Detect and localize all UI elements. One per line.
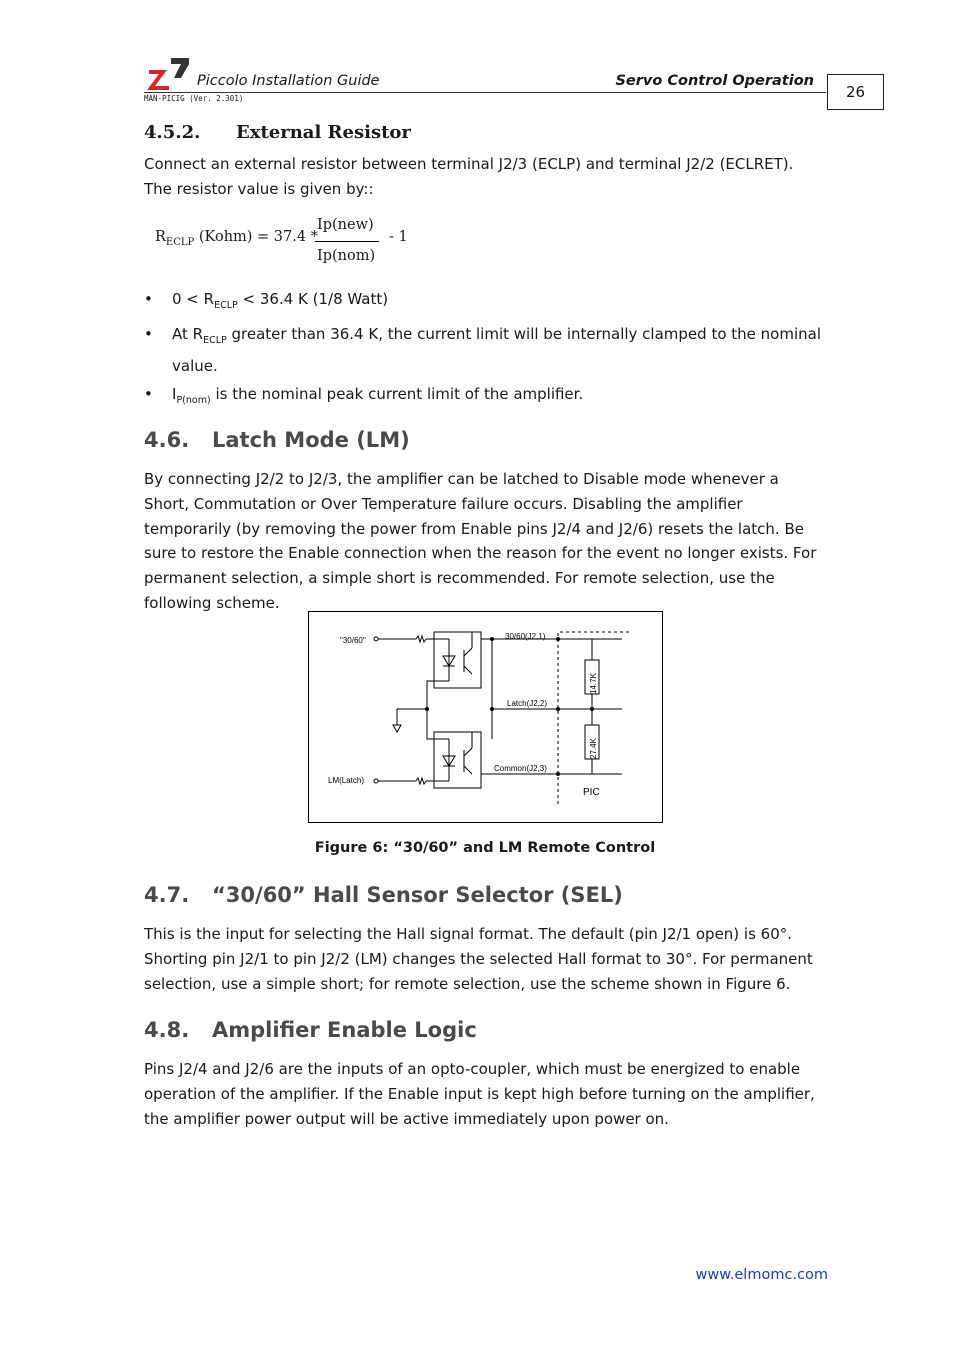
label-pin1: 30/60(J2,1) <box>505 632 546 641</box>
figure-caption: Figure 6: “30/60” and LM Remote Control <box>314 840 656 856</box>
heading-title: Amplifier Enable Logic <box>212 1018 477 1042</box>
footer-url-link[interactable]: www.elmomc.com <box>695 1267 828 1283</box>
heading-title: External Resistor <box>236 122 411 143</box>
formula-tail: - 1 <box>389 229 408 245</box>
elmo-logo-icon <box>147 58 189 90</box>
label-pin2: Latch(J2,2) <box>507 699 548 708</box>
heading-4-8 <box>144 1018 477 1042</box>
paragraph-external-resistor: Connect an external resistor between terminal J2/3 (ECLP) and terminal J2/2 (ECLRET). The resistor value is given by:: <box>144 155 794 198</box>
resistor-formula <box>155 215 425 273</box>
formula-fraction-bar <box>315 241 379 242</box>
header-doc-title: Piccolo Installation Guide <box>197 73 380 89</box>
terminal-lm <box>374 779 378 783</box>
bullet-item: • $I_{P(nom)}$ is the nominal peak current limit of the amplifier. <box>144 385 584 406</box>
heading-4-7 <box>144 883 623 907</box>
page-number: 26 <box>827 74 884 110</box>
header-divider <box>144 92 826 93</box>
figure-circuit <box>308 611 663 823</box>
circuit-diagram <box>309 612 662 822</box>
heading-4-6 <box>144 428 410 452</box>
label-input-lm: LM(Latch) <box>328 776 365 785</box>
bullet-item: • At $R_{ECLP}$ greater than 36.4 K, the current limit will be internally clamped to the nominal value. <box>144 325 821 375</box>
heading-number: 4.7. <box>144 883 190 907</box>
formula-lhs: $R_{ECLP}$ (Kohm) = 37.4 * <box>155 229 318 248</box>
paragraph-enable-logic: Pins J2/4 and J2/6 are the inputs of an opto-coupler, which must be energized to enable operation of the amplifier. If the Enable input is kept high before turning on the amplifier, the amplifier power output will be active immediately upon power on. <box>144 1060 815 1128</box>
heading-number: 4.6. <box>144 428 190 452</box>
header-section-name: Servo Control Operation <box>615 73 814 89</box>
formula-numerator: Ip(new) <box>317 217 374 233</box>
label-input-3060: "30/60" <box>340 636 366 645</box>
label-r1: 14.7K <box>589 673 598 694</box>
heading-title: Latch Mode (LM) <box>212 428 410 452</box>
pic-boundary <box>558 632 629 804</box>
label-pin3: Common(J2,3) <box>494 764 547 773</box>
heading-4-5-2 <box>144 122 411 143</box>
optocoupler-top <box>434 632 481 688</box>
header-version: MAN-PICIG (Ver. 2.301) <box>144 94 244 103</box>
bullet-item: • $0 < R_{ECLP} < 36.4$ K (1/8 Watt) <box>144 290 389 311</box>
formula-denominator: Ip(nom) <box>317 248 376 264</box>
optocoupler-bottom <box>434 732 481 788</box>
terminal-3060 <box>374 637 378 641</box>
heading-number: 4.5.2. <box>144 122 201 143</box>
label-pic: PIC <box>583 787 600 798</box>
paragraph-hall-selector: This is the input for selecting the Hall signal format. The default (pin J2/1 open) is 60°. Shorting pin J2/1 to pin J2/2 (LM) changes the selected Hall format to 30°. For permanent selection, use a simple short; for remote selection, use the scheme shown in Figure 6. <box>144 925 813 993</box>
label-r2: 27.4K <box>589 738 598 759</box>
heading-title: “30/60” Hall Sensor Selector (SEL) <box>212 883 623 907</box>
paragraph-latch-mode: By connecting J2/2 to J2/3, the amplifier can be latched to Disable mode whenever a Short, Commutation or Over Temperature failure occurs. Disabling the amplifier temporarily (by removing the power from Enable pins J2/4 and J2/6) resets the latch. Be sure to restore the Enable connection when the reason for the event no longer exists. For permanent selection, a simple short is recommended. For remote selection, use the following scheme. <box>144 470 817 612</box>
heading-number: 4.8. <box>144 1018 190 1042</box>
